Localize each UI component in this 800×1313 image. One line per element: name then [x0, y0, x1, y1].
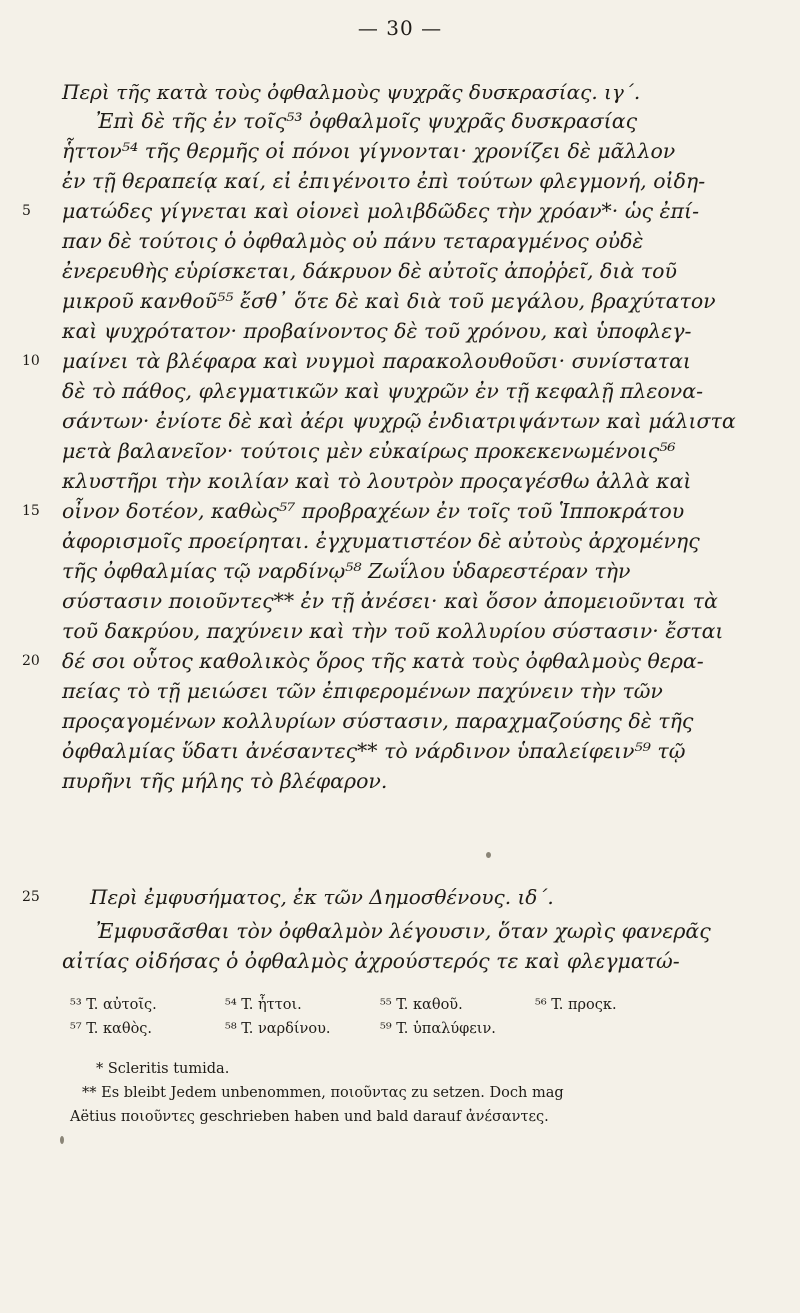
footnote: ⁵⁴ T. ἧττοι. [225, 997, 302, 1013]
text-line: παν δὲ τούτοις ὁ ὀφθαλμὸς οὐ πάνυ τεταραγμένος οὐδὲ [62, 229, 644, 253]
text-line: προςαγομένων κολλυρίων σύστασιν, παραχμαζούσης δὲ τῆς [62, 709, 694, 733]
text-line: ἐν τῇ θεραπείᾳ καί, εἰ ἐπιγένοιτο ἐπὶ τούτων φλεγμονή, οἰδη- [62, 169, 706, 193]
text-line: ματώδες γίγνεται καὶ οἱονεὶ μολιβδῶδες τὴν χρόαν*· ὡς ἐπί- [62, 199, 699, 223]
footnote-row [70, 994, 730, 1016]
line-number: 5 [22, 203, 31, 219]
footnote: ⁵⁷ T. καθὸς. [70, 1021, 153, 1037]
editor-note: Aëtius ποιοῦντες geschrieben haben und bald darauf ἀνέσαντες. [70, 1109, 549, 1125]
footnote: ⁵⁸ T. ναρδίνου. [225, 1021, 331, 1037]
line-number: 10 [22, 353, 40, 369]
text-line: κλυστῆρι τὴν κοιλίαν καὶ τὸ λουτρὸν προςαγέσθω ἀλλὰ καὶ [62, 469, 692, 493]
text-line: ἧττον⁵⁴ τῆς θερμῆς οἱ πόνοι γίγνονται· χρονίζει δὲ μᾶλλον [62, 139, 676, 163]
section-heading-13: Περὶ τῆς κατὰ τοὺς ὀφθαλμοὺς ψυχρᾶς δυσκρασίας. ιγ΄. [62, 80, 641, 104]
footnote: ⁵³ T. αὐτοῖς. [70, 997, 157, 1013]
line-number: 25 [22, 889, 40, 905]
text-line: δέ σοι οὗτος καθολικὸς ὅρος τῆς κατὰ τοὺς ὀφθαλμοὺς θερα- [62, 649, 704, 673]
line-number: 15 [22, 503, 40, 519]
text-line: Ἐμφυσᾶσθαι τὸν ὀφθαλμὸν λέγουσιν, ὅταν χωρὶς φανερᾶς [96, 919, 711, 943]
text-line: ἐνερευθὴς εὑρίσκεται, δάκρυον δὲ αὐτοῖς ἀποῤῥεῖ, διὰ τοῦ [62, 259, 677, 283]
text-line: ἀφορισμοῖς προείρηται. ἐγχυματιστέον δὲ αὐτοὺς ἀρχομένης [62, 529, 700, 553]
text-line: μαίνει τὰ βλέφαρα καὶ νυγμοὶ παρακολουθοῦσι· συνίσταται [62, 349, 691, 373]
footnote: ⁵⁹ T. ὑπαλύφειν. [380, 1021, 496, 1037]
line-number: 20 [22, 653, 40, 669]
text-line: σύστασιν ποιοῦντες** ἐν τῇ ἀνέσει· καὶ ὅσον ἀπομειοῦνται τὰ [62, 589, 718, 613]
editor-note: * Scleritis tumida. [96, 1061, 230, 1077]
text-line: πείας τὸ τῇ μειώσει τῶν ἐπιφερομένων παχύνειν τὴν τῶν [62, 679, 663, 703]
ink-speck [486, 852, 491, 858]
text-line: αἰτίας οἰδήσας ὁ ὀφθαλμὸς ἀχρούστερός τε καὶ φλεγματώ- [62, 949, 680, 973]
text-line: σάντων· ἐνίοτε δὲ καὶ ἀέρι ψυχρῷ ἐνδιατριψάντων καὶ μάλιστα [62, 409, 736, 433]
footnote: ⁵⁶ T. προςκ. [535, 997, 617, 1013]
page-number: — 30 — [357, 16, 443, 40]
footnote: ⁵⁵ T. καθοῦ. [380, 997, 463, 1013]
text-line: πυρῆνι τῆς μήλης τὸ βλέφαρον. [62, 769, 388, 793]
text-line: τοῦ δακρύου, παχύνειν καὶ τὴν τοῦ κολλυρίου σύστασιν· ἔσται [62, 619, 724, 643]
text-line: ὀφθαλμίας ὕδατι ἀνέσαντες** τὸ νάρδινον ὑπαλείφειν⁵⁹ τῷ [62, 739, 686, 763]
text-line: μικροῦ κανθοῦ⁵⁵ ἔσθ᾽ ὅτε δὲ καὶ διὰ τοῦ μεγάλου, βραχύτατον [62, 289, 716, 313]
editor-note: ** Es bleibt Jedem unbenommen, ποιοῦντας zu setzen. Doch mag [82, 1085, 564, 1101]
text-line: οἶνον δοτέον, καθὼς⁵⁷ προβραχέων ἐν τοῖς τοῦ Ἱπποκράτου [62, 499, 685, 523]
ink-speck [60, 1136, 64, 1144]
text-line: μετὰ βαλανεῖον· τούτοις μὲν εὐκαίρως προκεκενωμένοις⁵⁶ [62, 439, 676, 463]
section-heading-14: Περὶ ἐμφυσήματος, ἐκ τῶν Δημοσθένους. ιδ΄. [90, 885, 554, 909]
text-line: δὲ τὸ πάθος, φλεγματικῶν καὶ ψυχρῶν ἐν τῇ κεφαλῇ πλεονα- [62, 379, 703, 403]
text-line: Ἐπὶ δὲ τῆς ἐν τοῖς⁵³ ὀφθαλμοῖς ψυχρᾶς δυσκρασίας [96, 109, 638, 133]
text-line: τῆς ὀφθαλμίας τῷ ναρδίνῳ⁵⁸ Ζωΐλου ὑδαρεστέραν τὴν [62, 559, 631, 583]
text-line: καὶ ψυχρότατον· προβαίνοντος δὲ τοῦ χρόνου, καὶ ὑποφλεγ- [62, 319, 692, 343]
footnote-row [70, 1018, 730, 1040]
